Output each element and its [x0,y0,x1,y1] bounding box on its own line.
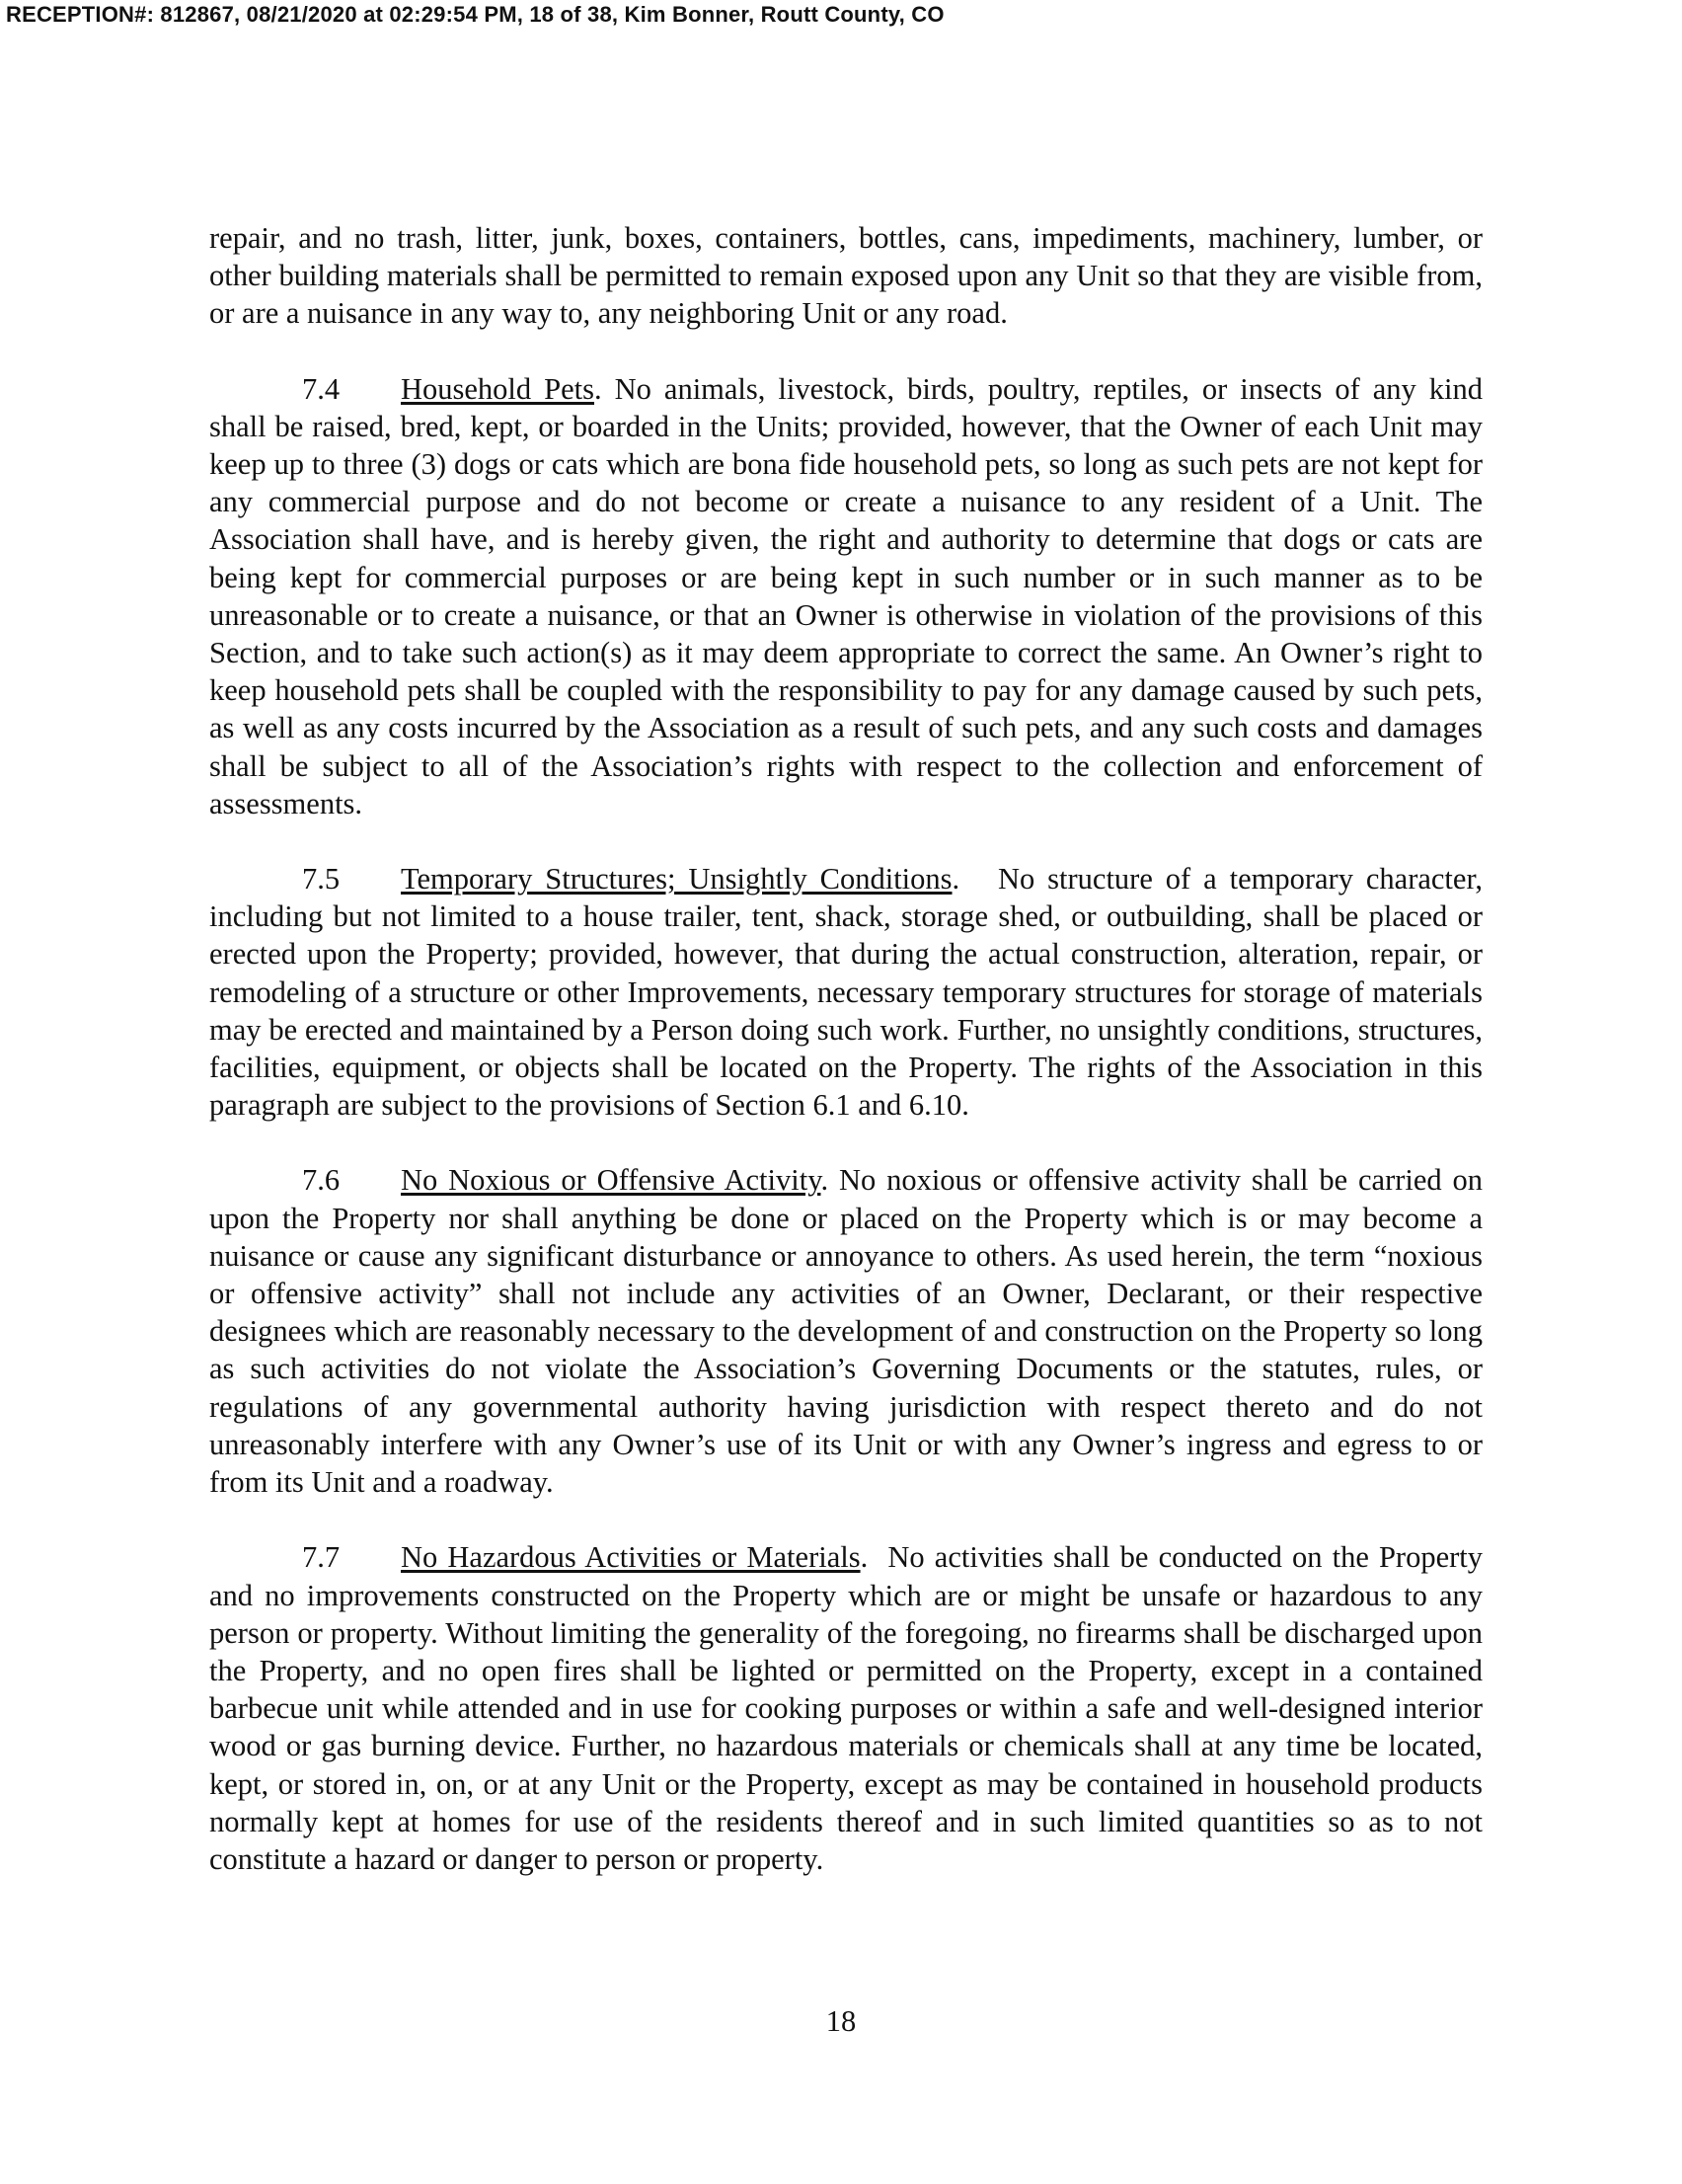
section-number: 7.4 [302,371,341,406]
section-body: No noxious or offensive activity shall be carried on upon the Property nor shall anything be done or placed on the Property which is or may become a nuisance or cause any significant disturbance or annoyance to others. As used herein, the term “noxious or offensive activity” shall not include any activities of an Owner, Declarant, or their respective designees which are reasonably necessary to the development of and construction on the Property so long as such activities do not violate the Association’s Governing Documents or the statutes, rules, or regulations of any governmental authority having jurisdiction with respect thereto and do not unreasonably interfere with any Owner’s use of its Unit or with any Owner’s ingress and egress to or from its Unit and a roadway. [209,1163,1483,1500]
section-title-separator: . [952,862,960,897]
page-number: 18 [825,2004,857,2038]
section-body: No structure of a temporary character, including but not limited to a house trailer, tent, shack, storage shed, or outbuilding, shall be placed or erected upon the Property; provided, however, that during the actual construction, alteration, repair, or remodeling of a structure or other Improvements, necessary temporary structures for storage of materials may be erected and maintained by a Person doing such work. Further, no unsightly conditions, structures, facilities, equipment, or objects shall be located on the Property. The rights of the Association in this paragraph are subject to the provisions of Section 6.1 and 6.10. [209,862,1484,1123]
reception-stamp: RECEPTION#: 812867, 08/21/2020 at 02:29:54 PM, 18 of 38, Kim Bonner, Routt County, CO [6,2,945,27]
section-title: Temporary Structures; Unsightly Conditions [401,862,953,897]
section-title: Household Pets [401,371,594,406]
section-title-separator: . [594,371,602,406]
section-number: 7.7 [302,1540,341,1575]
section-7-5 [209,860,1483,1124]
section-title: No Hazardous Activities or Materials [401,1540,861,1575]
section-title-separator: . [860,1540,869,1575]
section-7-6 [209,1161,1483,1501]
section-7-4 [209,370,1483,822]
continuation-paragraph: repair, and no trash, litter, junk, boxes, containers, bottles, cans, impediments, machinery, lumber, or other building materials shall be permitted to remain exposed upon any Unit so that they are visible from, or are a nuisance in any way to, any neighboring Unit or any road. [209,221,1483,331]
section-title-separator: . [820,1163,829,1198]
document-body [209,219,1483,1915]
section-title: No Noxious or Offensive Activity [401,1163,821,1198]
section-body: No activities shall be conducted on the Property and no improvements constructed on the Property which are or might be unsafe or hazardous to any person or property. Without limiting the generality of the foregoing, no firearms shall be discharged upon the Property, and no open fires shall be lighted or permitted on the Property, except in a contained barbecue unit while attended and in use for cooking purposes or within a safe and well-designed interior wood or gas burning device. Further, no hazardous materials or chemicals shall at any time be located, kept, or stored in, on, or at any Unit or the Property, except as may be contained in household products normally kept at homes for use of the residents thereof and in such limited quantities so as to not constitute a hazard or danger to person or property. [209,1540,1483,1876]
section-body: No animals, livestock, birds, poultry, reptiles, or insects of any kind shall be raised, bred, kept, or boarded in the Units; provided, however, that the Owner of each Unit may keep up to three (3) dogs or cats which are bona fide household pets, so long as such pets are not kept for any commercial purpose and do not become or create a nuisance to any resident of a Unit. The Association shall have, and is hereby given, the right and authority to determine that dogs or cats are being kept for commercial purposes or are being kept in such number or in such manner as to be unreasonable or to create a nuisance, or that an Owner is otherwise in violation of the provisions of this Section, and to take such action(s) as it may deem appropriate to correct the same. An Owner’s right to keep household pets shall be coupled with the responsibility to pay for any damage caused by such pets, as well as any costs incurred by the Association as a result of such pets, and any such costs and damages shall be subject to all of the Association’s rights with respect to the collection and enforcement of assessments. [209,371,1483,820]
section-number: 7.5 [302,862,341,897]
section-7-7 [209,1538,1483,1878]
section-number: 7.6 [302,1163,341,1198]
